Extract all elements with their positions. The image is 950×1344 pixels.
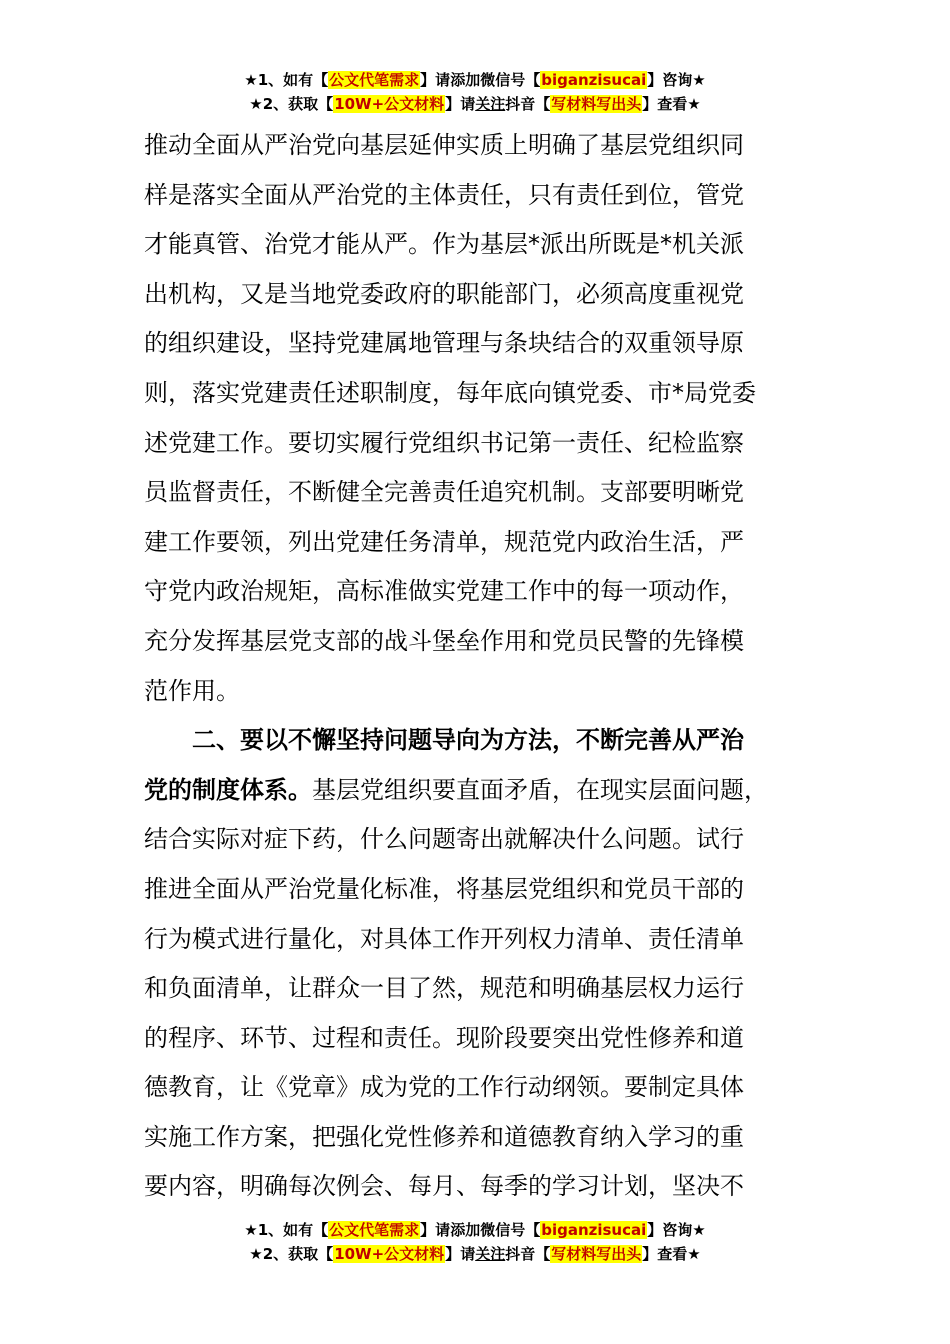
banner-text: 】请 bbox=[420, 1221, 451, 1239]
text-line: 则，落实党建责任述职制度，每年底向镇党委、市*局党委 bbox=[144, 378, 756, 407]
banner-highlight: 公文代笔需求 bbox=[329, 71, 420, 89]
text-line: 推动全面从严治党向基层延伸实质上明确了基层党组织同 bbox=[144, 131, 744, 159]
text-line: 才能真管、治党才能从严。作为基层*派出所既是*机关派 bbox=[144, 230, 744, 259]
banner-text: 】咨询★ bbox=[647, 71, 706, 89]
banner-highlight-wechat-id: biganzisucai bbox=[541, 71, 647, 89]
document-body bbox=[144, 121, 834, 1212]
text-line: 样是落实全面从严治党的主体责任，只有责任到位，管党 bbox=[144, 180, 744, 209]
paragraph-2-line bbox=[144, 766, 834, 816]
banner-emphasis: 关注 bbox=[475, 95, 506, 113]
paragraph-2-heading-end: 党的制度体系。 bbox=[144, 775, 312, 804]
text-line: 建工作要领，列出党建任务清单，规范党内政治生活，严 bbox=[144, 527, 744, 556]
banner-text: 微信号【 bbox=[480, 71, 541, 89]
banner-text: 】请 bbox=[420, 71, 451, 89]
paragraph-2-continued bbox=[144, 815, 834, 1212]
text-line: 员监督责任，不断健全完善责任追究机制。支部要明晰党 bbox=[144, 478, 744, 507]
banner-highlight: 公文代笔需求 bbox=[329, 1221, 420, 1239]
banner-highlight: 10W+公文材料 bbox=[334, 95, 445, 113]
text-line: 德教育，让《党章》成为党的工作行动纲领。要制定具体 bbox=[144, 1073, 744, 1102]
banner-highlight: 10W+公文材料 bbox=[334, 1245, 445, 1263]
text-line: 推进全面从严治党量化标准，将基层党组织和党员干部的 bbox=[144, 874, 744, 903]
text-line: 充分发挥基层党支部的战斗堡垒作用和党员民警的先锋模 bbox=[144, 626, 744, 655]
banner-emphasis: 添加 bbox=[450, 71, 481, 89]
banner-emphasis: 添加 bbox=[450, 1221, 481, 1239]
text-line: 出机构，又是当地党委政府的职能部门，必须高度重视党 bbox=[144, 279, 744, 308]
banner-emphasis: 关注 bbox=[475, 1245, 506, 1263]
banner-text: 】咨询★ bbox=[647, 1221, 706, 1239]
text-line: 的程序、环节、过程和责任。现阶段要突出党性修养和道 bbox=[144, 1023, 744, 1052]
banner-text: 】请 bbox=[445, 95, 476, 113]
banner-text: ★2、获取【 bbox=[249, 1245, 334, 1263]
banner-text: 】请 bbox=[445, 1245, 476, 1263]
text-line: 实施工作方案，把强化党性修养和道德教育纳入学习的重 bbox=[144, 1122, 744, 1151]
banner-text: ★2、获取【 bbox=[249, 95, 334, 113]
paragraph-2-heading-line: 二、要以不懈坚持问题导向为方法，不断完善从严治 bbox=[192, 726, 744, 755]
banner-highlight-wechat-id: biganzisucai bbox=[541, 1221, 647, 1239]
banner-highlight-douyin-id: 写材料写出头 bbox=[551, 1245, 642, 1263]
header-banner bbox=[0, 68, 950, 116]
text-line: 守党内政治规矩，高标准做实党建工作中的每一项动作， bbox=[144, 577, 744, 606]
header-banner-line-2 bbox=[0, 92, 950, 116]
text-line: 和负面清单，让群众一目了然，规范和明确基层权力运行 bbox=[144, 974, 744, 1003]
text-line: 行为模式进行量化，对具体工作开列权力清单、责任清单 bbox=[144, 924, 744, 953]
footer-banner-line-2 bbox=[0, 1242, 950, 1266]
paragraph-1 bbox=[144, 121, 834, 716]
banner-text: 微信号【 bbox=[480, 1221, 541, 1239]
text-line: 要内容，明确每次例会、每月、每季的学习计划，坚决不 bbox=[144, 1172, 744, 1201]
footer-banner bbox=[0, 1218, 950, 1266]
banner-text: ★1、如有【 bbox=[244, 71, 329, 89]
text-line: 结合实际对症下药，什么问题寄出就解决什么问题。试行 bbox=[144, 825, 744, 854]
text-line: 范作用。 bbox=[144, 676, 240, 705]
paragraph-2 bbox=[144, 716, 834, 1212]
header-banner-line-1 bbox=[0, 68, 950, 92]
banner-text: 】查看★ bbox=[642, 95, 701, 113]
text-line: 述党建工作。要切实履行党组织书记第一责任、纪检监察 bbox=[144, 428, 744, 457]
footer-banner-line-1 bbox=[0, 1218, 950, 1242]
banner-text: ★1、如有【 bbox=[244, 1221, 329, 1239]
paragraph-2-text: 基层党组织要直面矛盾，在现实层面问题， bbox=[312, 775, 768, 804]
banner-highlight-douyin-id: 写材料写出头 bbox=[551, 95, 642, 113]
banner-text: 抖音【 bbox=[505, 1245, 551, 1263]
banner-text: 抖音【 bbox=[505, 95, 551, 113]
text-line: 的组织建设，坚持党建属地管理与条块结合的双重领导原 bbox=[144, 329, 744, 358]
banner-text: 】查看★ bbox=[642, 1245, 701, 1263]
